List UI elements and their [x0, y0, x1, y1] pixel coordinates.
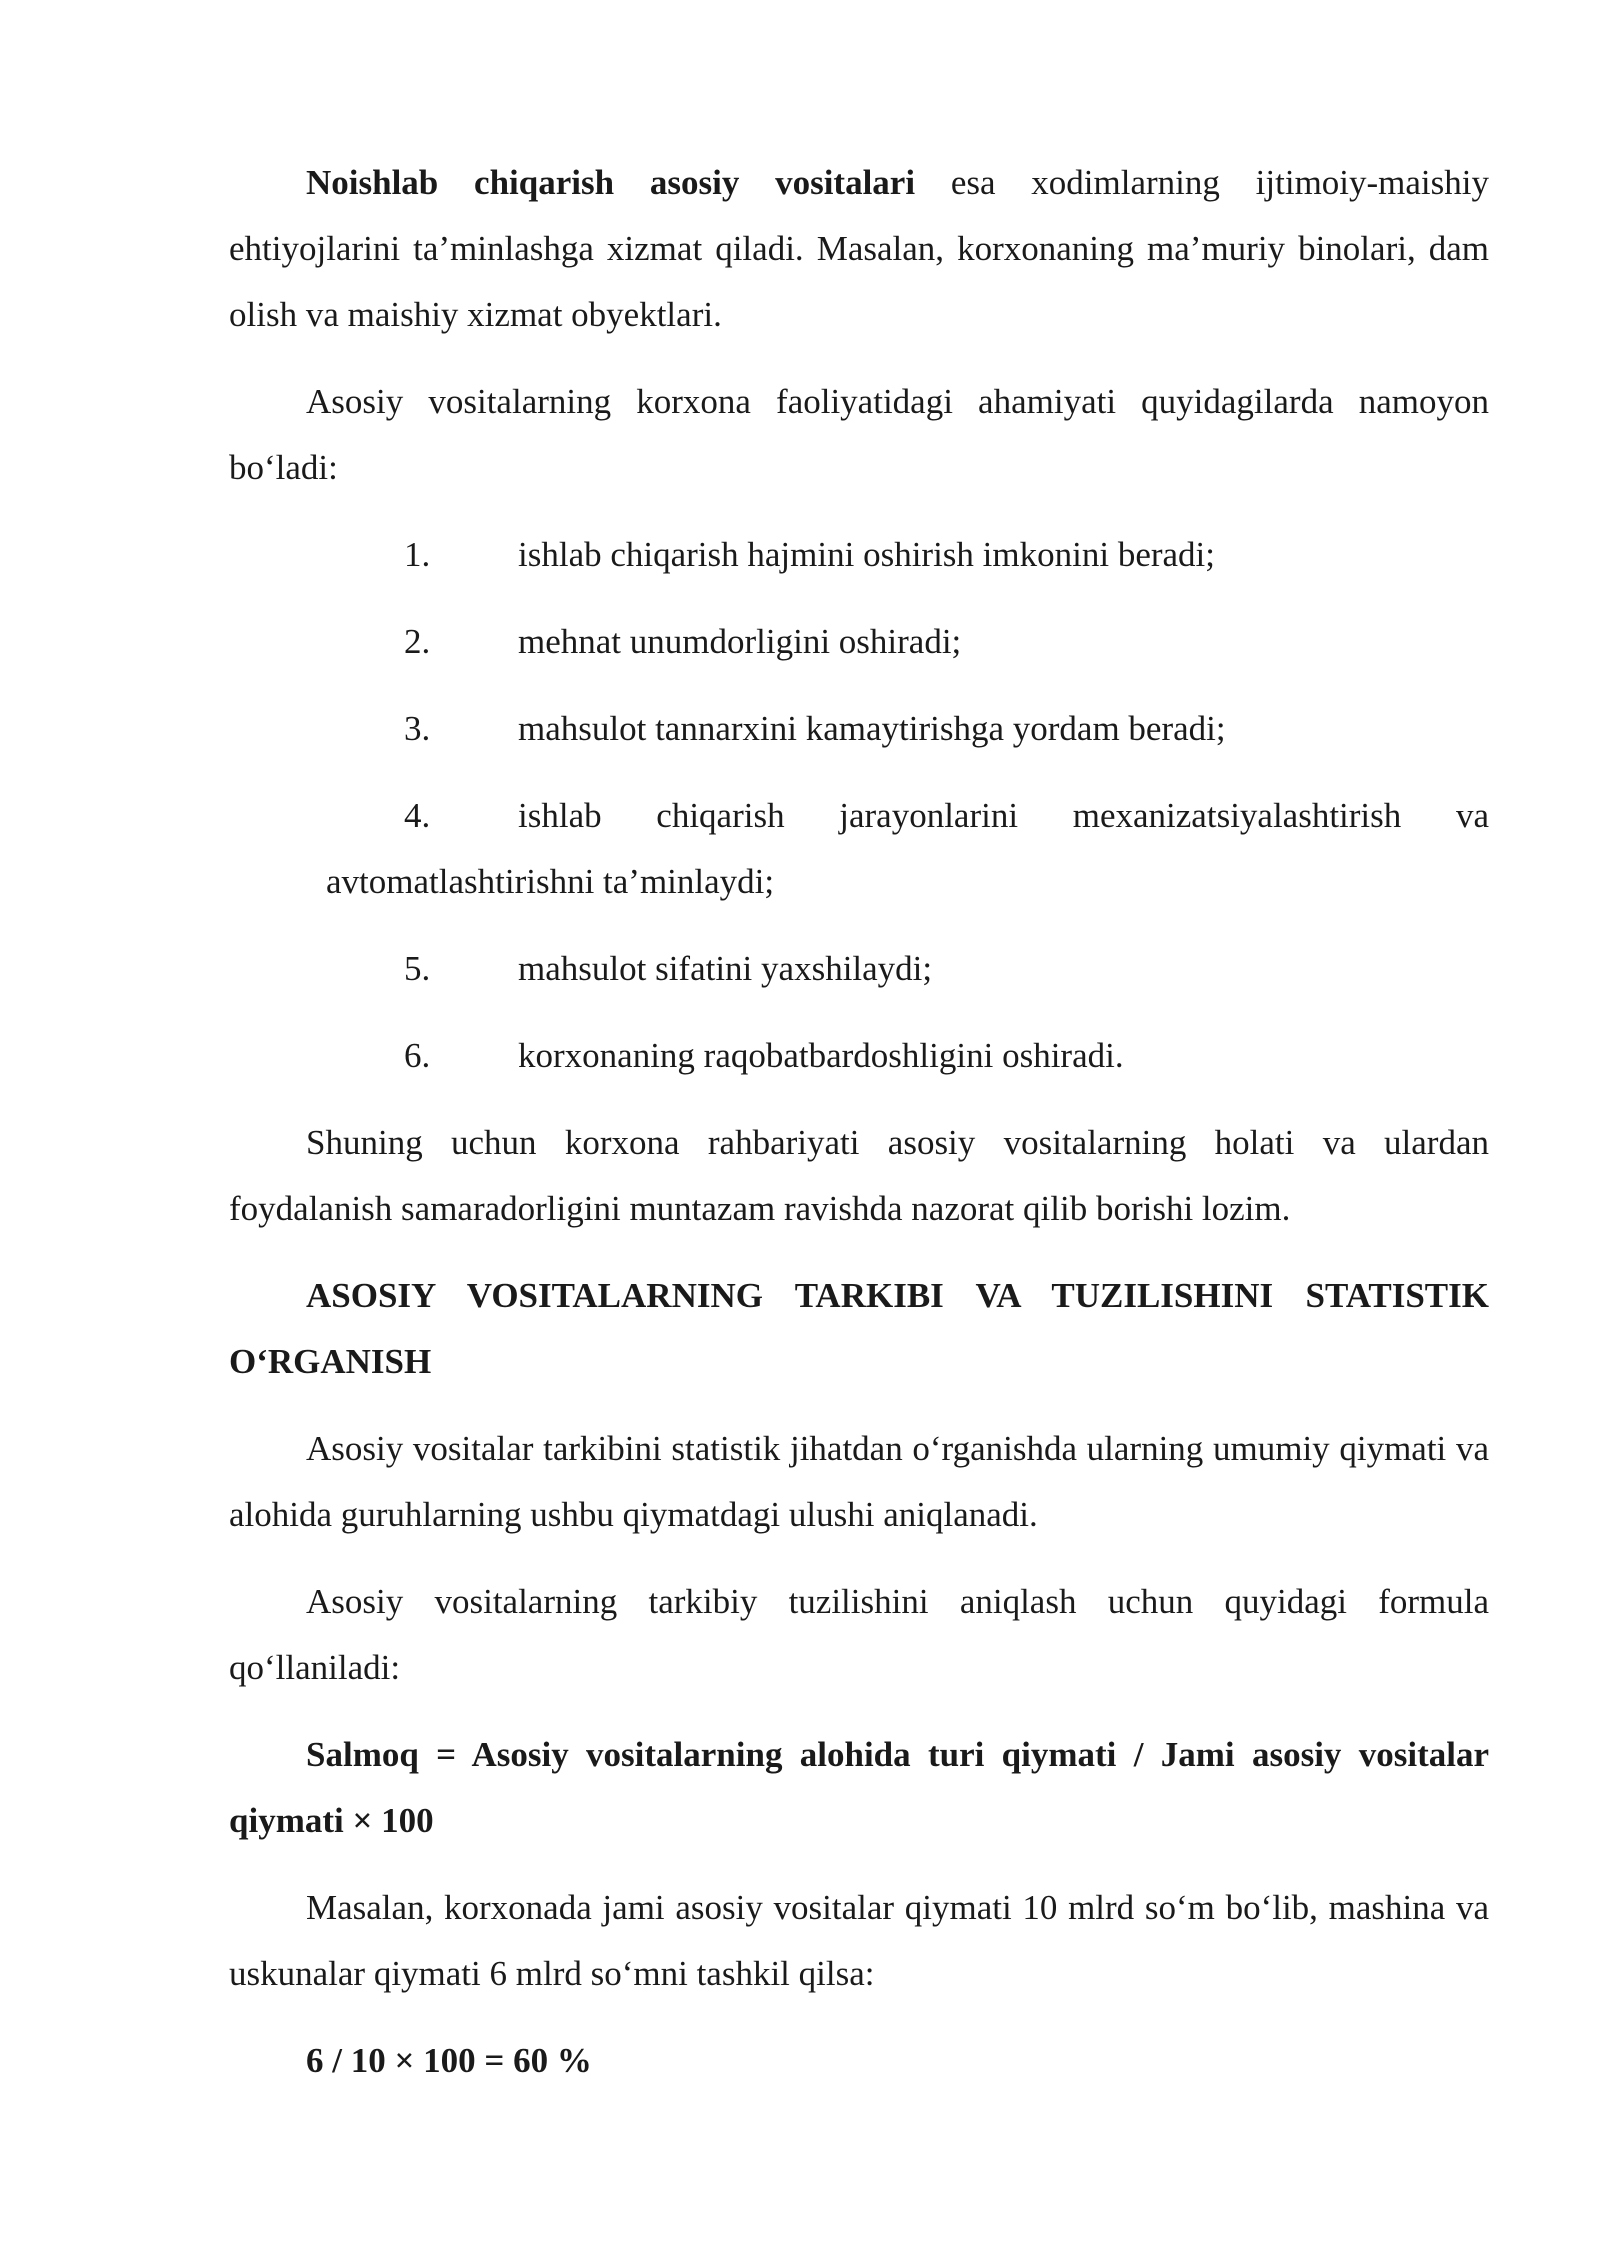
list-number: 1.: [404, 535, 431, 574]
list-number: 6.: [404, 1036, 431, 1075]
list-number: 4.: [404, 796, 431, 835]
formula: Salmoq = Asosiy vositalarning alohida turi qiymati / Jami asosiy vositalar qiymati × 100: [229, 1735, 1489, 1840]
bold-term: Noishlab chiqarish asosiy vositalari: [306, 163, 916, 202]
list-number: 3.: [404, 709, 431, 748]
list-item: [229, 936, 1489, 1002]
list-item: [229, 609, 1489, 675]
list-text: mehnat unumdorligini oshiradi;: [518, 622, 962, 661]
list-number: 5.: [404, 949, 431, 988]
list-text: korxonaning raqobatbardoshligini oshiradi.: [518, 1036, 1124, 1075]
document-page: [229, 150, 1489, 2115]
paragraph-formula-intro: Asosiy vositalarning tarkibiy tuzilishini aniqlash uchun quyidagi formula qo‘llaniladi:: [229, 1582, 1489, 1687]
list-item: [229, 783, 1489, 915]
list-text: mahsulot tannarxini kamaytirishga yordam beradi;: [518, 709, 1226, 748]
calculation-result: 6 / 10 × 100 = 60 %: [306, 2041, 592, 2080]
list-text: mahsulot sifatini yaxshilaydi;: [518, 949, 933, 988]
paragraph-non-production-assets: [229, 150, 1489, 348]
list-item: [229, 1023, 1489, 1089]
list-text-line2: avtomatlashtirishni ta’minlaydi;: [326, 862, 775, 901]
list-item: [229, 696, 1489, 762]
paragraph-statistical-study: Asosiy vositalar tarkibini statistik jihatdan o‘rganishda ularning umumiy qiymati va alohida guruhlarning ushbu qiymatdagi ulushi aniqlanadi.: [229, 1429, 1489, 1534]
paragraph-example: Masalan, korxonada jami asosiy vositalar qiymati 10 mlrd so‘m bo‘lib, mashina va uskunalar qiymati 6 mlrd so‘mni tashkil qilsa:: [229, 1888, 1489, 1993]
section-heading: ASOSIY VOSITALARNING TARKIBI VA TUZILISHINI STATISTIK O‘RGANISH: [229, 1276, 1489, 1381]
list-text-line1: ishlab chiqarish jarayonlarini mexanizatsiyalashtirish va: [518, 796, 1489, 835]
list-text: ishlab chiqarish hajmini oshirish imkonini beradi;: [518, 535, 1215, 574]
paragraph-management-control: Shuning uchun korxona rahbariyati asosiy vositalarning holati va ulardan foydalanish samaradorligini muntazam ravishda nazorat qilib borishi lozim.: [229, 1123, 1489, 1228]
importance-list: [229, 522, 1489, 1089]
paragraph-text: esa xodimlarning ijtimoiy-maishiy ehtiyojlarini ta’minlashga xizmat qiladi. Masalan, korxonaning ma’muriy binolari, dam olish va maishiy xizmat obyektlari.: [229, 163, 1489, 334]
paragraph-importance-intro: Asosiy vositalarning korxona faoliyatidagi ahamiyati quyidagilarda namoyon bo‘ladi:: [229, 382, 1489, 487]
list-number: 2.: [404, 622, 431, 661]
list-item: [229, 522, 1489, 588]
